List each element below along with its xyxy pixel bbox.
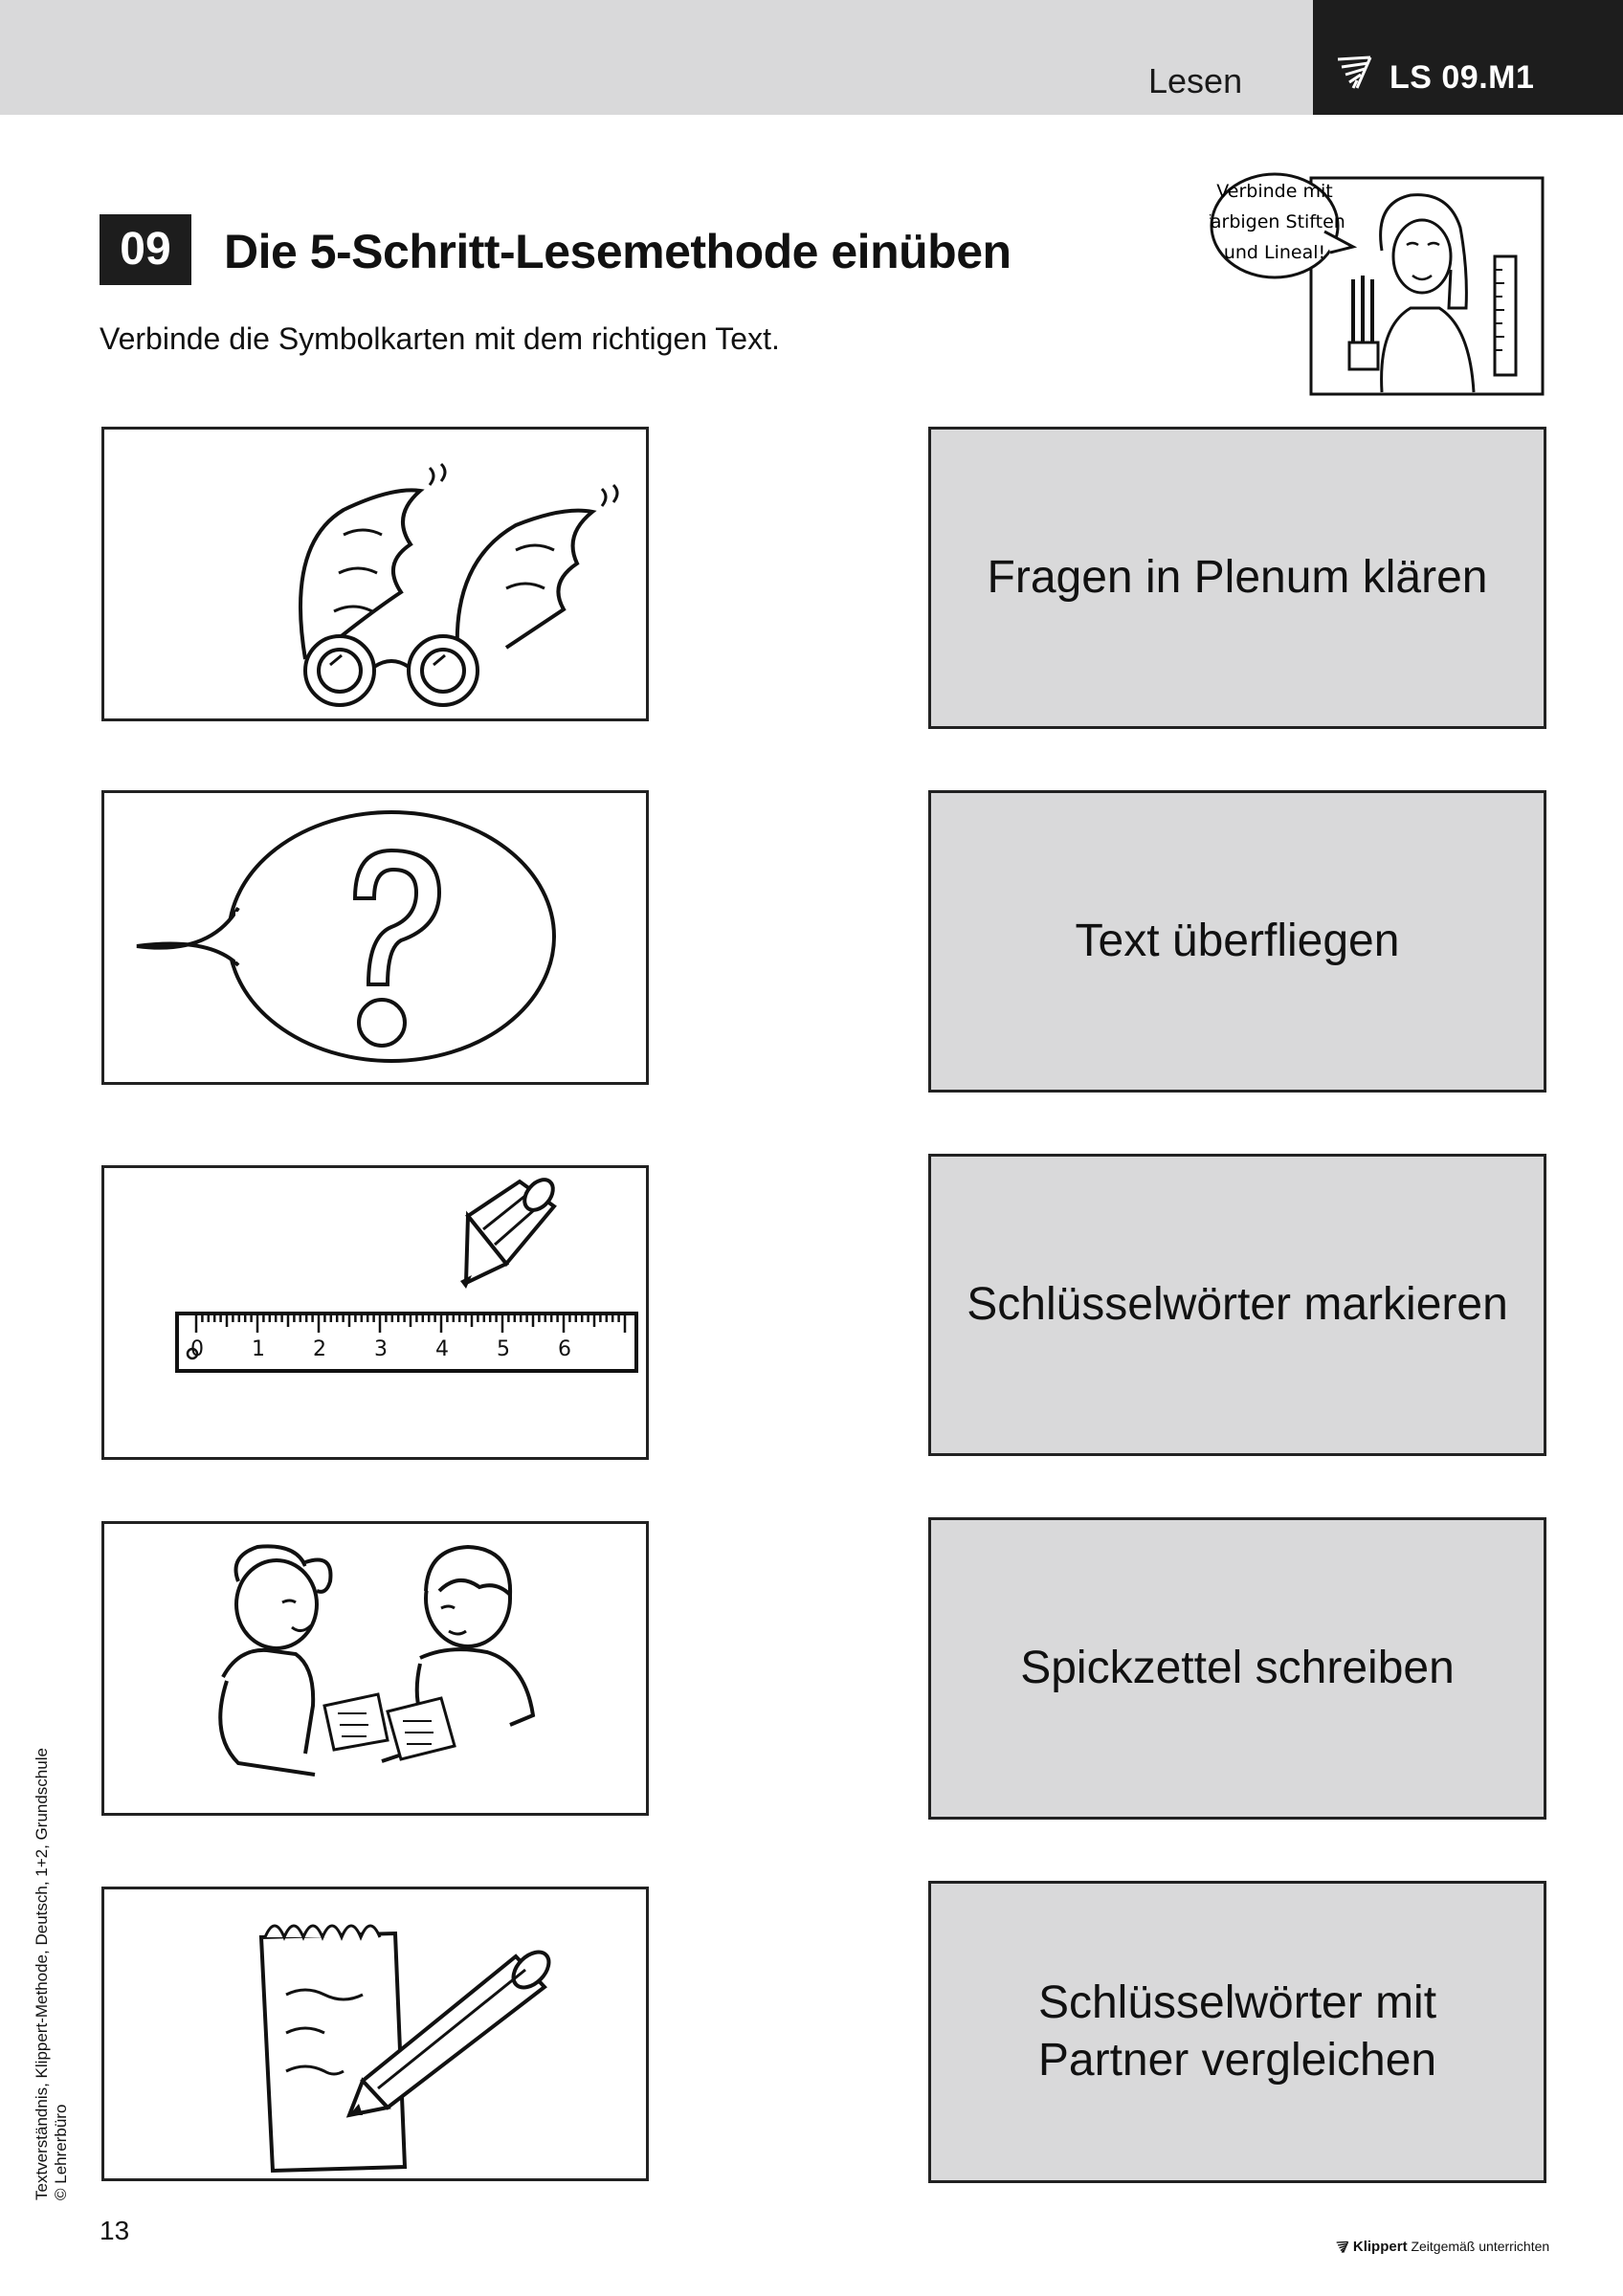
worksheet-number: 09 [100,214,191,285]
text-card[interactable] [928,1881,1546,2183]
ruler-number: 4 [435,1337,449,1361]
page-title: Die 5-Schritt-Lesemethode einüben [224,225,1012,278]
footer-brand [1336,2239,1549,2255]
speech-line-3: und Lineal! [1223,242,1326,263]
worksheet-code: LS 09.M1 [1390,59,1535,96]
ruler-number: 2 [313,1337,326,1361]
question-bubble-icon [104,793,652,1088]
instruction-text: Verbinde die Symbolkarten mit dem richtigen Text. [100,321,780,356]
text-card-label: Fragen in Plenum klären [987,552,1488,603]
notepad-pencil-icon [104,1889,652,2184]
speech-line-2: farbigen Stiften [1210,211,1345,232]
symbol-card-notes[interactable] [101,1887,649,2181]
text-card-label: Schlüsselwörter mit Partner vergleichen [1037,1977,1437,2086]
klippert-logo-icon [1336,2241,1349,2254]
symbol-card-skim[interactable] [101,427,649,721]
text-card-label: Text überfliegen [1075,916,1400,966]
text-card[interactable] [928,427,1546,729]
symbol-card-mark[interactable] [101,1165,649,1460]
ruler-number: 1 [252,1337,265,1361]
text-card[interactable] [928,790,1546,1093]
ruler-pencil-icon [104,1168,652,1463]
copyright-sidebar: Textverständnis, Klippert-Methode, Deutsch, 1+2, Grundschule © Lehrerbüro [33,1748,70,2200]
flying-glasses-icon [104,430,652,724]
symbol-card-partner[interactable] [101,1521,649,1816]
header-bar [0,0,1313,115]
teacher-cartoon [1210,165,1546,396]
klippert-logo-icon [1336,55,1374,90]
worksheet-code-box [1313,0,1623,115]
page-number: 13 [100,2216,130,2245]
ruler-number: 3 [374,1337,388,1361]
ruler-number: 0 [190,1337,204,1361]
ruler-number: 5 [497,1337,510,1361]
text-card[interactable] [928,1517,1546,1820]
text-card-label: Schlüsselwörter markieren [967,1279,1508,1330]
footer-brand-name: Klippert [1352,2239,1408,2255]
section-label: Lesen [1148,61,1243,100]
symbol-card-question[interactable] [101,790,649,1085]
text-card-label: Spickzettel schreiben [1020,1643,1455,1693]
footer-slogan: Zeitgemäß unterrichten [1411,2239,1550,2254]
text-card[interactable] [928,1154,1546,1456]
ruler-number: 6 [558,1337,571,1361]
two-children-icon [104,1524,652,1819]
speech-line-1: Verbinde mit [1216,181,1333,202]
